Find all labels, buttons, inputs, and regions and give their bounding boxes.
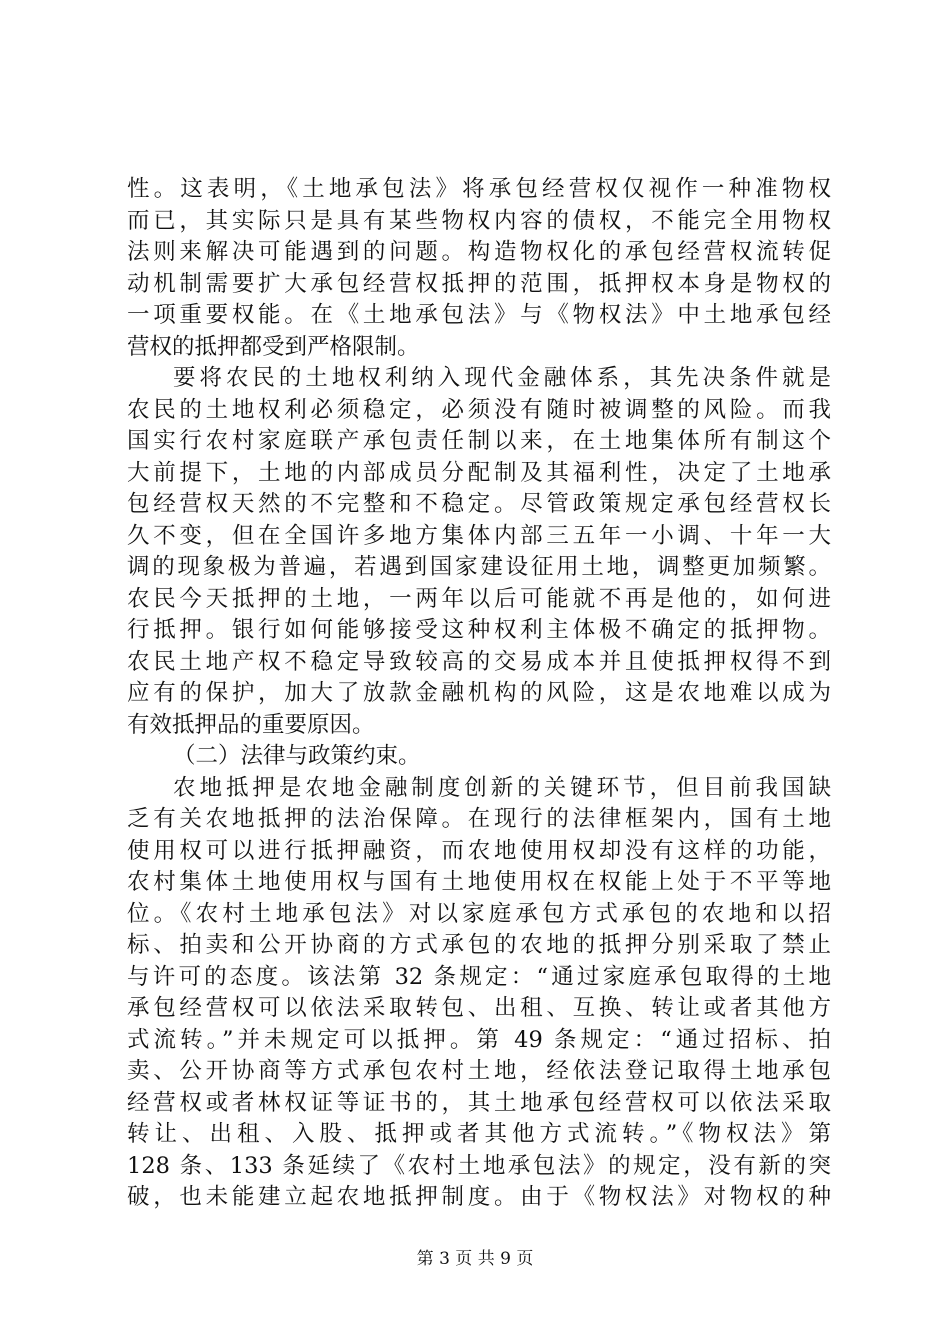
text-line: 有效抵押品的重要原因。 bbox=[127, 711, 375, 738]
text-line: 而已，其实际只是具有某些物权内容的债权，不能完全用物权 bbox=[127, 207, 831, 234]
text-line: 久不变，但在全国许多地方集体内部三五年一小调、十年一大 bbox=[127, 522, 831, 549]
text-line: 包经营权天然的不完整和不稳定。尽管政策规定承包经营权长 bbox=[127, 491, 831, 517]
text-line: 国实行农村家庭联产承包责任制以来，在土地集体所有制这个 bbox=[127, 428, 831, 454]
text-line: 调的现象极为普遍，若遇到国家建设征用土地，调整更加频繁。 bbox=[127, 554, 831, 580]
text-line: 乏有关农地抵押的法治保障。在现行的法律框架内，国有土地 bbox=[127, 806, 831, 832]
text-line: 法则来解决可能遇到的问题。构造物权化的承包经营权流转促 bbox=[127, 239, 831, 265]
text-line: 农民土地产权不稳定导致较高的交易成本并且使抵押权得不到 bbox=[127, 648, 831, 675]
text-line: 承包经营权可以依法采取转包、出租、互换、转让或者其他方 bbox=[127, 995, 831, 1021]
text-line: 经营权或者林权证等证书的，其土地承包经营权可以依法采取 bbox=[127, 1089, 831, 1116]
text-line: 卖、公开协商等方式承包农村土地，经依法登记取得土地承包 bbox=[127, 1058, 831, 1084]
text-line: 128 条、133 条延续了《农村土地承包法》的规定，没有新的突 bbox=[127, 1152, 831, 1179]
text-line: 农民今天抵押的土地，一两年以后可能就不再是他的，如何进 bbox=[127, 585, 831, 612]
text-line: 农村集体土地使用权与国有土地使用权在权能上处于不平等地 bbox=[127, 869, 831, 895]
text-line: 性。这表明，《土地承包法》将承包经营权仅视作一种准物权 bbox=[127, 176, 831, 202]
text-line: 行抵押。银行如何能够接受这种权利主体极不确定的抵押物。 bbox=[127, 617, 831, 643]
text-line: 营权的抵押都受到严格限制。 bbox=[127, 333, 420, 360]
text-line: 破，也未能建立起农地抵押制度。由于《物权法》对物权的种 bbox=[127, 1184, 831, 1210]
text-line: 一项重要权能。在《土地承包法》与《物权法》中土地承包经 bbox=[127, 302, 831, 328]
text-line: 动机制需要扩大承包经营权抵押的范围，抵押权本身是物权的 bbox=[127, 270, 831, 297]
text-line: 要将农民的土地权利纳入现代金融体系，其先决条件就是 bbox=[173, 365, 831, 391]
page-footer: 第 3 页 共 9 页 bbox=[416, 1249, 534, 1269]
document-body bbox=[127, 174, 831, 1214]
text-line: （二）法律与政策约束。 bbox=[173, 743, 421, 769]
text-line: 转让、出租、入股、抵押或者其他方式流转。”《物权法》第 bbox=[127, 1121, 831, 1147]
text-line: 标、拍卖和公开协商的方式承包的农地的抵押分别采取了禁止 bbox=[127, 932, 831, 958]
text-line: 应有的保护，加大了放款金融机构的风险，这是农地难以成为 bbox=[127, 680, 831, 706]
text-line: 使用权可以进行抵押融资，而农地使用权却没有这样的功能， bbox=[127, 837, 831, 864]
text-line: 农民的土地权利必须稳定，必须没有随时被调整的风险。而我 bbox=[127, 396, 831, 423]
text-line: 位。《农村土地承包法》对以家庭承包方式承包的农地和以招 bbox=[127, 900, 831, 927]
text-line: 大前提下，土地的内部成员分配制及其福利性，决定了土地承 bbox=[127, 459, 831, 486]
text-line: 式流转。”并未规定可以抵押。第 49 条规定：“通过招标、拍 bbox=[127, 1026, 831, 1053]
text-line: 与许可的态度。该法第 32 条规定：“通过家庭承包取得的土地 bbox=[127, 963, 831, 990]
text-line: 农地抵押是农地金融制度创新的关键环节，但目前我国缺 bbox=[173, 774, 831, 801]
